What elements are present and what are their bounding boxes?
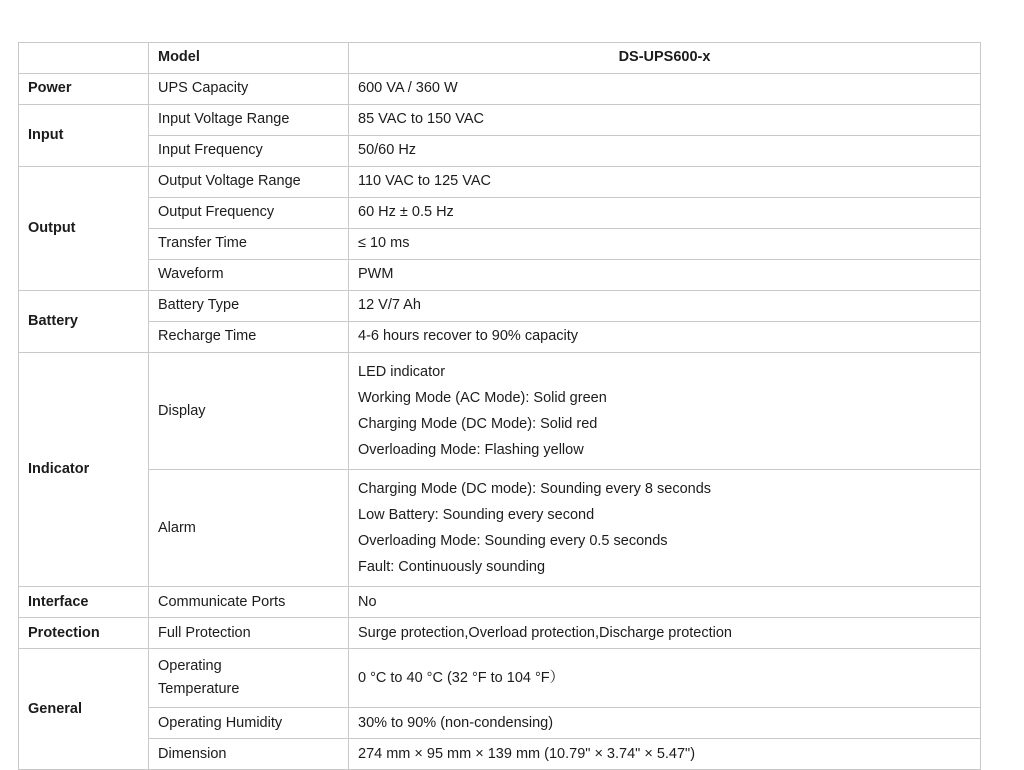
row-value-cell: Surge protection,Overload protection,Discharge protection (349, 618, 981, 649)
table-row (19, 291, 981, 322)
parameter-line: Temperature (158, 681, 240, 698)
row-value-cell: 30% to 90% (non-condensing) (349, 708, 981, 739)
row-parameter-label: Dimension (149, 739, 349, 770)
value-line: Overloading Mode: Flashing yellow (358, 441, 584, 458)
table-row (19, 587, 981, 618)
row-value-cell: 4-6 hours recover to 90% capacity (349, 322, 981, 353)
table-row (19, 74, 981, 105)
parameter-line: Operating (158, 658, 222, 675)
table-row (19, 167, 981, 198)
row-parameter-label (149, 649, 349, 708)
table-row (19, 198, 981, 229)
row-value-cell (349, 470, 981, 587)
table-row (19, 322, 981, 353)
table-row (19, 649, 981, 708)
table-row (19, 470, 981, 587)
row-parameter-label: Display (149, 353, 349, 470)
ups-specification-sheet (18, 42, 980, 770)
table-row (19, 618, 981, 649)
value-line: Low Battery: Sounding every second (358, 506, 595, 523)
row-group-label: Interface (19, 587, 149, 618)
row-parameter-label: Input Frequency (149, 136, 349, 167)
value-line: Charging Mode (DC mode): Sounding every 8 seconds (358, 480, 712, 497)
row-group-label: General (19, 649, 149, 770)
table-row (19, 708, 981, 739)
row-parameter-label: Operating Humidity (149, 708, 349, 739)
row-value-cell: PWM (349, 260, 981, 291)
row-parameter-label: Recharge Time (149, 322, 349, 353)
row-group-label: Input (19, 105, 149, 167)
table-row (19, 260, 981, 291)
row-parameter-label: Alarm (149, 470, 349, 587)
row-value-cell: 274 mm × 95 mm × 139 mm (10.79" × 3.74" × 5.47") (349, 739, 981, 770)
row-value-cell: 50/60 Hz (349, 136, 981, 167)
row-parameter-label: Communicate Ports (149, 587, 349, 618)
row-parameter-label: UPS Capacity (149, 74, 349, 105)
row-parameter-label: Full Protection (149, 618, 349, 649)
value-line: Charging Mode (DC Mode): Solid red (358, 415, 598, 432)
row-value-cell: 12 V/7 Ah (349, 291, 981, 322)
value-line: Working Mode (AC Mode): Solid green (358, 389, 607, 406)
table-row (19, 739, 981, 770)
row-value-cell: ≤ 10 ms (349, 229, 981, 260)
row-parameter-label: Battery Type (149, 291, 349, 322)
table-header-row (19, 43, 981, 74)
header-model-value: DS-UPS600-x (349, 43, 981, 74)
table-body (19, 43, 981, 770)
row-value-cell: 85 VAC to 150 VAC (349, 105, 981, 136)
value-line: LED indicator (358, 363, 446, 380)
row-group-label: Protection (19, 618, 149, 649)
row-value-cell: 0 °C to 40 °C (32 °F to 104 °F） (349, 649, 981, 708)
table-row (19, 229, 981, 260)
row-value-cell: No (349, 587, 981, 618)
row-value-cell: 600 VA / 360 W (349, 74, 981, 105)
row-value-cell: 110 VAC to 125 VAC (349, 167, 981, 198)
row-value-cell: 60 Hz ± 0.5 Hz (349, 198, 981, 229)
value-line: Overloading Mode: Sounding every 0.5 seconds (358, 532, 668, 549)
value-line: Fault: Continuously sounding (358, 558, 546, 575)
table-row (19, 353, 981, 470)
row-value-cell (349, 353, 981, 470)
header-model-label: Model (149, 43, 349, 74)
row-group-label: Battery (19, 291, 149, 353)
row-parameter-label: Input Voltage Range (149, 105, 349, 136)
table-row (19, 136, 981, 167)
row-parameter-label: Output Voltage Range (149, 167, 349, 198)
header-group-blank (19, 43, 149, 74)
row-parameter-label: Transfer Time (149, 229, 349, 260)
table-row (19, 105, 981, 136)
row-parameter-label: Output Frequency (149, 198, 349, 229)
specification-table (18, 42, 981, 770)
row-group-label: Power (19, 74, 149, 105)
row-group-label: Indicator (19, 353, 149, 587)
row-group-label: Output (19, 167, 149, 291)
row-parameter-label: Waveform (149, 260, 349, 291)
